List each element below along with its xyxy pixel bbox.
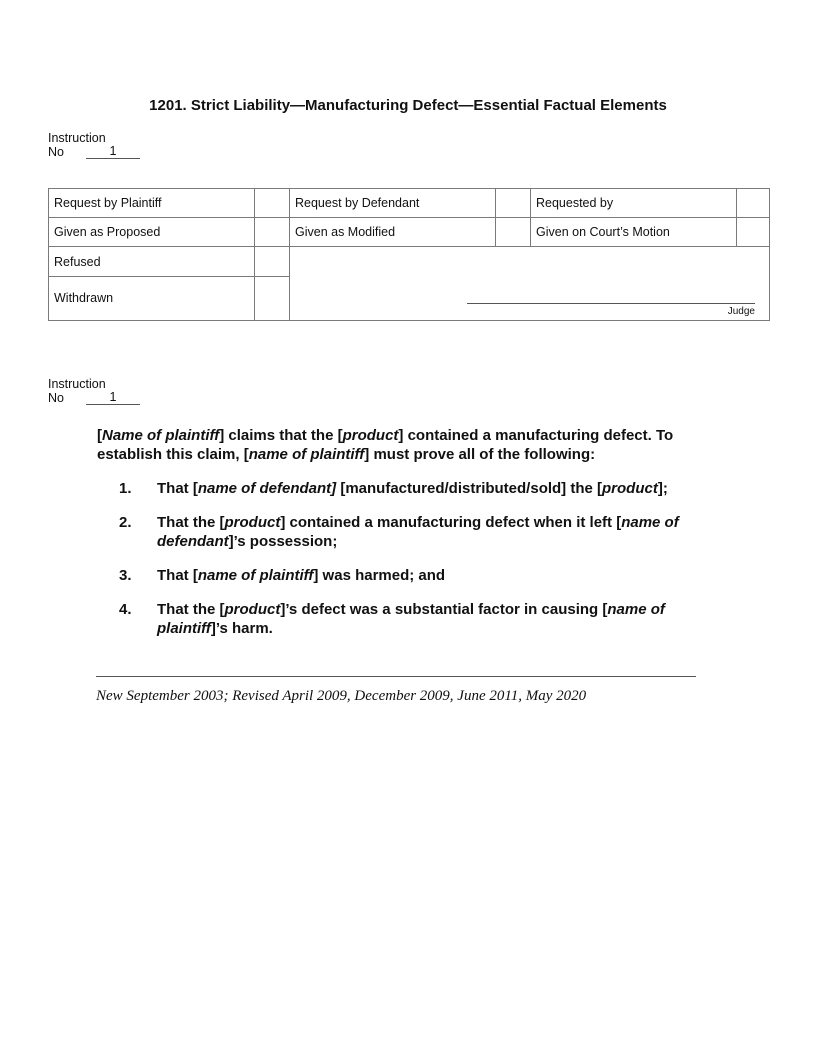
- given-on-courts-motion-box[interactable]: [737, 218, 770, 247]
- withdrawn-box[interactable]: [255, 276, 290, 320]
- element-number: 3.: [119, 567, 132, 584]
- requested-by-label: Requested by: [531, 189, 737, 218]
- instruction-label: Instruction: [48, 377, 106, 391]
- list-item: [97, 566, 737, 585]
- instruction-no-label: No: [48, 145, 64, 159]
- list-item: [97, 479, 737, 498]
- divider: [96, 676, 696, 677]
- given-on-courts-motion-label: Given on Court’s Motion: [531, 218, 737, 247]
- instruction-no-label: No: [48, 391, 64, 405]
- judge-label: Judge: [727, 306, 755, 317]
- given-as-proposed-box[interactable]: [255, 218, 290, 247]
- page-title: 1201. Strict Liability—Manufacturing Defect—Essential Factual Elements: [149, 97, 667, 114]
- instruction-number-body: [48, 377, 140, 405]
- request-by-plaintiff-box[interactable]: [255, 189, 290, 218]
- element-number: 2.: [119, 514, 132, 531]
- request-by-defendant-label: Request by Defendant: [290, 189, 496, 218]
- instruction-no-value: 1: [86, 391, 140, 405]
- element-number: 4.: [119, 601, 132, 618]
- instruction-label: Instruction: [48, 131, 106, 145]
- instruction-number-top: [48, 131, 140, 159]
- request-by-plaintiff-label: Request by Plaintiff: [49, 189, 255, 218]
- list-item: [97, 513, 737, 551]
- refused-box[interactable]: [255, 247, 290, 276]
- element-text: That the [product] contained a manufacturing defect when it left [name of defendant]’s possession;: [157, 514, 679, 550]
- given-as-proposed-label: Given as Proposed: [49, 218, 255, 247]
- given-as-modified-label: Given as Modified: [290, 218, 496, 247]
- history-note: New September 2003; Revised April 2009, December 2009, June 2011, May 2020: [96, 688, 587, 704]
- request-table: [48, 188, 770, 321]
- withdrawn-label: Withdrawn: [49, 276, 255, 320]
- instruction-body: [97, 426, 737, 638]
- judge-signature-line[interactable]: [467, 303, 755, 304]
- element-text: That [name of plaintiff] was harmed; and: [157, 567, 446, 584]
- list-item: [97, 600, 737, 638]
- element-text: That [name of defendant] [manufactured/distributed/sold] the [product];: [157, 480, 668, 497]
- given-as-modified-box[interactable]: [496, 218, 531, 247]
- request-by-defendant-box[interactable]: [496, 189, 531, 218]
- element-text: That the [product]’s defect was a substantial factor in causing [name of plaintiff]’s harm.: [157, 601, 665, 637]
- element-number: 1.: [119, 480, 132, 497]
- instruction-no-value: 1: [86, 145, 140, 159]
- requested-by-box[interactable]: [737, 189, 770, 218]
- judge-signature-area: [290, 247, 770, 321]
- elements-list: [97, 479, 737, 638]
- intro-paragraph: [Name of plaintiff] claims that the [product] contained a manufacturing defect. To establish this claim, [name of plaintiff] must prove all of the following:: [97, 427, 674, 463]
- refused-label: Refused: [49, 247, 255, 276]
